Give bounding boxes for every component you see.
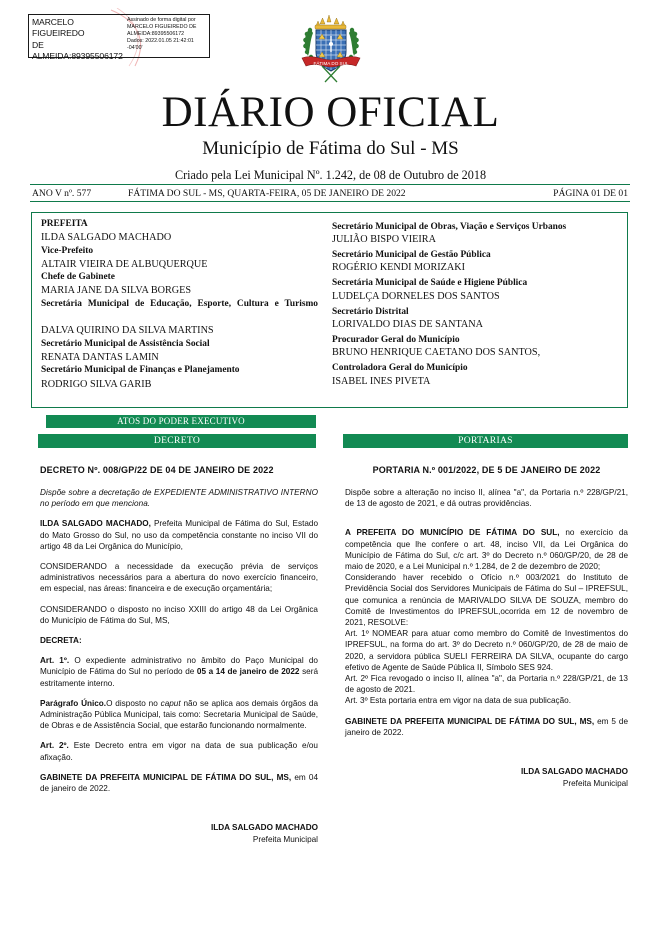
signature-detail-line: MARCELO FIGUEIREDO DE: [127, 24, 197, 31]
signature-name-line: DE: [32, 39, 44, 50]
portaria-considerando: Considerando haver recebido o Ofício n.º 003/2021 do Instituto de Previdência Social dos Servidores Municipais de Fátima do Sul – IPREFSUL, que comunica a renúncia de MARIVALDO SILVA DE SOUZA, membro do Comitê de Investimentos do IPREFSUL,ocorrida em 12 de novembro de 2021, RESOLVE:: [345, 573, 628, 628]
decreto-paragrafo-text-a: O disposto no: [106, 698, 161, 708]
official-role: Secretário Municipal de Obras, Viação e Serviços Urbanos: [332, 221, 567, 232]
official-role: PREFEITA: [41, 219, 88, 229]
portaria-spacer: [345, 518, 628, 527]
official-role: Secretário Municipal de Assistência Social: [41, 338, 210, 349]
decreto-signer-title: Prefeita Municipal: [252, 834, 318, 844]
decreto-signer-name: ILDA SALGADO MACHADO: [210, 823, 318, 833]
officials-box: [31, 212, 628, 408]
coat-of-arms-icon: [296, 12, 366, 86]
masthead-created-by: Criado pela Lei Municipal Nº. 1.242, de 08 de Outubro de 2018: [174, 168, 487, 182]
official-name: RODRIGO SILVA GARIB: [41, 378, 152, 390]
official-name: ALTAIR VIEIRA DE ALBUQUERQUE: [41, 258, 208, 270]
digital-signature-stamp: [28, 14, 210, 62]
official-name: RENATA DANTAS LAMIN: [41, 351, 159, 363]
signature-name-block: [29, 15, 125, 62]
official-role: Secretária Municipal de Educação, Esporte, Cultura e Turismo: [41, 298, 318, 309]
decreto-art-1-text-b: será estritamente interno.: [40, 667, 319, 688]
portaria-ementa: Dispõe sobre a alteração no inciso II, alínea "a", da Portaria n.º 228/GP/21, de 13 de agosto de 2021, e dá outras providências.: [345, 488, 628, 509]
official-role: Secretário Municipal de Gestão Pública: [332, 249, 491, 260]
portaria-signer-title: Prefeita Municipal: [562, 778, 628, 788]
official-name: ISABEL INES PIVETA: [332, 375, 431, 387]
issue-date-line: FÁTIMA DO SUL - MS, QUARTA-FEIRA, 05 DE JANEIRO DE 2022: [128, 187, 406, 199]
decreto-paragrafo-text-b: não se aplica aos demais órgãos da Administração Pública Municipal, tais como: Secretaria Municipal de Saúde, de Obras e de Assistência Social, que estarão funcionando normalmente.: [40, 698, 318, 731]
signature-detail-block: [125, 15, 209, 57]
decreto-art-2-text: Este Decreto entra em vigor na data de sua publicação e/ou afixação.: [40, 741, 318, 762]
portaria-art-2: Art. 2º Fica revogado o inciso II, alínea "a", da Portaria n.º 228/GP/21, de 13 de agosto de 2021.: [345, 674, 628, 695]
decreto-preamble-rest: Prefeita Municipal de Fátima do Sul, Estado do Mato Grosso do Sul, no uso da competência constante no inciso VII do artigo 48 da Lei Orgânica do Município,: [40, 519, 319, 551]
decreto-considerando-1: CONSIDERANDO a necessidade da execução prévia de serviços administrativos necessários para a abertura do novo exercício financeiro, em especial, nas áreas: financeira e de execução orçamentária;: [40, 562, 318, 594]
issue-info-row: [30, 184, 630, 202]
signature-detail-line: Dados: 2022.01.05 21:42:01: [127, 38, 194, 45]
decreto-ementa: Dispõe sobre a decretação de EXPEDIENTE ADMINISTRATIVO INTERNO no período em que menciona.: [40, 488, 318, 509]
official-role: Controladora Geral do Município: [332, 363, 468, 374]
decreto-art-1-period: 05 a 14 de janeiro de 2022: [196, 667, 300, 677]
portaria-preamble-rest: no exercício da competência que lhe confere o art. 48, inciso VII, da Lei Orgânica do Município de Fátima do Sul, c/c art. 3º do Decreto n.º 060/GP/20, de 28 de maio de 2020, e a Lei Municipal n.º 1.284, de 2 de dezembro de 2020;: [345, 528, 628, 572]
decreto-paragrafo-caput: caput: [160, 698, 181, 708]
decreto-art-2-label: Art. 2º.: [40, 741, 69, 751]
signature-name-line: ALMEIDA:89395506172: [32, 51, 123, 62]
portaria-gabinete-rest: em 5 de janeiro de 2022.: [345, 716, 628, 737]
decreto-paragrafo-unico: [40, 698, 318, 732]
decreto-art-1-label: Art. 1º.: [40, 656, 70, 666]
decreto-art-1-text-a: O expediente administrativo no âmbito do Paço Municipal do Município de Fátima do Sul no período de: [40, 656, 318, 677]
portaria-heading: PORTARIA N.º 001/2022, DE 5 DE JANEIRO DE 2022: [372, 465, 601, 475]
signature-name-line: MARCELO FIGUEIREDO: [32, 17, 85, 39]
official-name: ILDA SALGADO MACHADO: [41, 232, 172, 244]
page-indicator: PÁGINA 01 DE 01: [553, 187, 628, 199]
decreto-gabinete-rest: em 04 de janeiro de 2022.: [40, 772, 319, 794]
decreto-art-2: [40, 740, 318, 762]
official-role: Secretário Distrital: [332, 306, 409, 317]
official-role: Secretário Municipal de Finanças e Planejamento: [41, 365, 240, 376]
svg-text:FÁTIMA DO SUL: FÁTIMA DO SUL: [313, 61, 349, 66]
portaria-signer-name: ILDA SALGADO MACHADO: [520, 767, 628, 777]
official-name: LUDELÇA DORNELES DOS SANTOS: [332, 290, 500, 302]
signature-detail-line: Assinado de forma digital por: [127, 17, 196, 23]
issue-year-number: ANO V nº. 577: [32, 187, 92, 199]
banner-decreto: DECRETO: [38, 434, 316, 448]
official-name: JULIÃO BISPO VIEIRA: [332, 233, 436, 245]
decreto-heading: DECRETO Nº. 008/GP/22 DE 04 DE JANEIRO DE 2022: [40, 465, 274, 475]
officials-left-column: [32, 218, 328, 407]
portaria-gabinete-bold: GABINETE DA PREFEITA MUNICIPAL DE FÁTIMA DO SUL, MS,: [345, 716, 595, 726]
official-role: Secretária Municipal de Saúde e Higiene Pública: [332, 278, 528, 289]
portaria-art-3: Art. 3º Esta portaria entra em vigor na data de sua publicação.: [345, 696, 571, 706]
decreto-decreta-label: DECRETA:: [40, 636, 82, 646]
decreto-preamble-name: ILDA SALGADO MACHADO,: [40, 519, 151, 529]
signature-detail-line: -04'00': [127, 45, 143, 52]
decreto-art-1: [40, 655, 318, 689]
portaria-signature-spacer: [345, 747, 628, 766]
portaria-preamble-bold: A PREFEITA DO MUNICÍPIO DE FÁTIMA DO SUL,: [345, 528, 560, 538]
official-role: Chefe de Gabinete: [41, 272, 115, 283]
portaria-preamble: [345, 527, 628, 572]
decreto-gabinete: [40, 772, 318, 794]
page-title: DIÁRIO OFICIAL: [161, 89, 500, 136]
banner-portarias: PORTARIAS: [343, 434, 628, 448]
decreto-column: [40, 464, 318, 845]
official-role: Vice-Prefeito: [41, 245, 94, 256]
official-name: DALVA QUIRINO DA SILVA MARTINS: [41, 325, 214, 337]
official-name: ROGÉRIO KENDI MORIZAKI: [332, 262, 465, 274]
masthead-subtitle: Município de Fátima do Sul - MS: [202, 138, 459, 159]
portaria-column: [345, 464, 628, 789]
official-name: MARIA JANE DA SILVA BORGES: [41, 285, 192, 297]
signature-detail-line: ALMEIDA:89395506172: [127, 31, 185, 38]
official-name: BRUNO HENRIQUE CAETANO DOS SANTOS,: [332, 347, 541, 359]
banner-atos-do-poder-executivo: ATOS DO PODER EXECUTIVO: [46, 415, 316, 428]
decreto-considerando-2: CONSIDERANDO o disposto no inciso XXIII do artigo 48 da Lei Orgânica do Município de Fátima do Sul, MS,: [40, 604, 318, 625]
portaria-art-1: Art. 1º NOMEAR para atuar como membro do Comitê de Investimentos do IPREFSUL, na forma do art. 3º do Decreto n.º 060/GP/20, de 28 de maio de 2020, a servidora pública SUELI FERREIRA DA SILVA, ocupante do cargo efetivo de Agente de Saúde Pública II, Símbolo SES 924.: [345, 629, 628, 672]
decreto-preamble: [40, 518, 318, 552]
masthead: [0, 90, 661, 183]
decreto-gabinete-bold: GABINETE DA PREFEITA MUNICIPAL DE FÁTIMA DO SUL, MS,: [40, 772, 292, 782]
official-role: Procurador Geral do Município: [332, 335, 460, 346]
portaria-gabinete: [345, 716, 628, 738]
decreto-paragrafo-label: Parágrafo Único.: [40, 698, 107, 708]
officials-right-column: [328, 218, 627, 407]
decreto-signature-spacer: [40, 803, 318, 822]
official-name: LORIVALDO DIAS DE SANTANA: [332, 318, 483, 330]
